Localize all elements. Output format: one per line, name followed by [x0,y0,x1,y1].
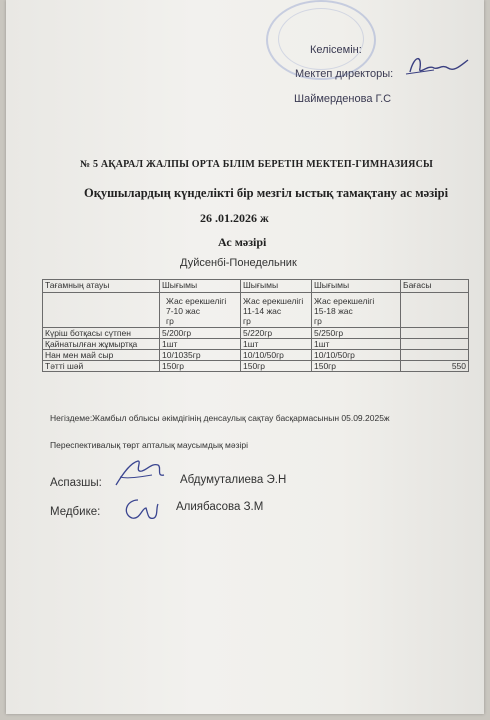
table-cell: 10/10/50гр [241,350,312,361]
table-cell: 150гр [160,361,241,372]
table-header-row [43,280,469,293]
table-cell: Нан мен май сыр [43,350,160,361]
header-yield-1: Шығымы [160,280,241,293]
director-signature [404,50,474,84]
table-cell: 1шт [160,339,241,350]
age-group-line: 11-14 жас [243,306,282,316]
table-cell: 1шт [312,339,401,350]
table-cell [401,350,469,361]
header-price: Бағасы [401,280,469,293]
table-row [43,328,469,339]
table-row [43,350,469,361]
director-name: Шаймерденова Г.С [294,93,392,105]
director-label: Мектеп директоры: [295,68,394,80]
nurse-label: Медбике: [50,506,101,518]
table-cell: 550 [401,361,469,372]
table-cell: Тәтті шәй [43,361,160,372]
menu-title: Ас мәзірі [218,235,267,249]
age-group-line: гр [243,316,251,326]
cook-name: Абдумуталиева Э.Н [180,474,287,486]
age-group-cell [160,293,241,328]
table-cell: 150гр [241,361,312,372]
age-group-cell [241,293,312,328]
table-cell: 10/1035гр [160,350,241,361]
table-cell: 5/220гр [241,328,312,339]
table-cell [401,293,469,328]
table-row [43,339,469,350]
menu-heading: Оқушылардың күнделікті бір мезгіл ыстық тамақтану ас мәзірі [84,186,449,200]
nurse-name: Алиябасова З.М [176,501,264,513]
age-group-line: 7-10 жас [166,306,201,316]
approval-label: Келісемін: [310,44,362,56]
perspective-note: Переспективалық төрт апталық маусымдық мәзірі [50,440,248,450]
table-age-row [43,293,469,328]
school-stamp-inner-ring [278,8,364,70]
table-cell: 1шт [241,339,312,350]
table-cell [401,339,469,350]
menu-table [42,279,469,372]
age-group-line: Жас ерекшелігі [314,296,375,306]
table-cell: 150гр [312,361,401,372]
table-cell: 10/10/50гр [312,350,401,361]
cook-signature [112,455,168,491]
table-cell [401,328,469,339]
header-yield-2: Шығымы [241,280,312,293]
header-yield-3: Шығымы [312,280,401,293]
school-name: № 5 АҚАРАЛ ЖАЛПЫ ОРТА БІЛІМ БЕРЕТІН МЕКТЕП-ГИМНАЗИЯСЫ [80,159,434,170]
age-group-cell [312,293,401,328]
age-group-line: 15-18 жас [314,306,353,316]
nurse-signature [118,494,162,526]
table-cell: Күріш ботқасы сүтпен [43,328,160,339]
day-label: Дуйсенбі-Понедельник [180,257,297,269]
basis-note: Негіздеме:Жамбыл облысы әкімдігінің денсаулық сақтау басқармасынын 05.09.2025ж [50,413,390,423]
age-group-line: Жас ерекшелігі [166,296,227,306]
header-dish: Тағамның атауы [43,280,160,293]
table-row [43,361,469,372]
menu-date: 26 .01.2026 ж [200,211,269,225]
table-cell: 5/200гр [160,328,241,339]
age-group-line: Жас ерекшелігі [243,296,304,306]
age-group-line: гр [314,316,322,326]
table-cell: 5/250гр [312,328,401,339]
table-cell: Қайнатылған жұмыртқа [43,339,160,350]
cook-label: Аспазшы: [50,477,102,489]
document-sheet [6,0,484,714]
age-group-line: гр [166,316,174,326]
table-cell [43,293,160,328]
